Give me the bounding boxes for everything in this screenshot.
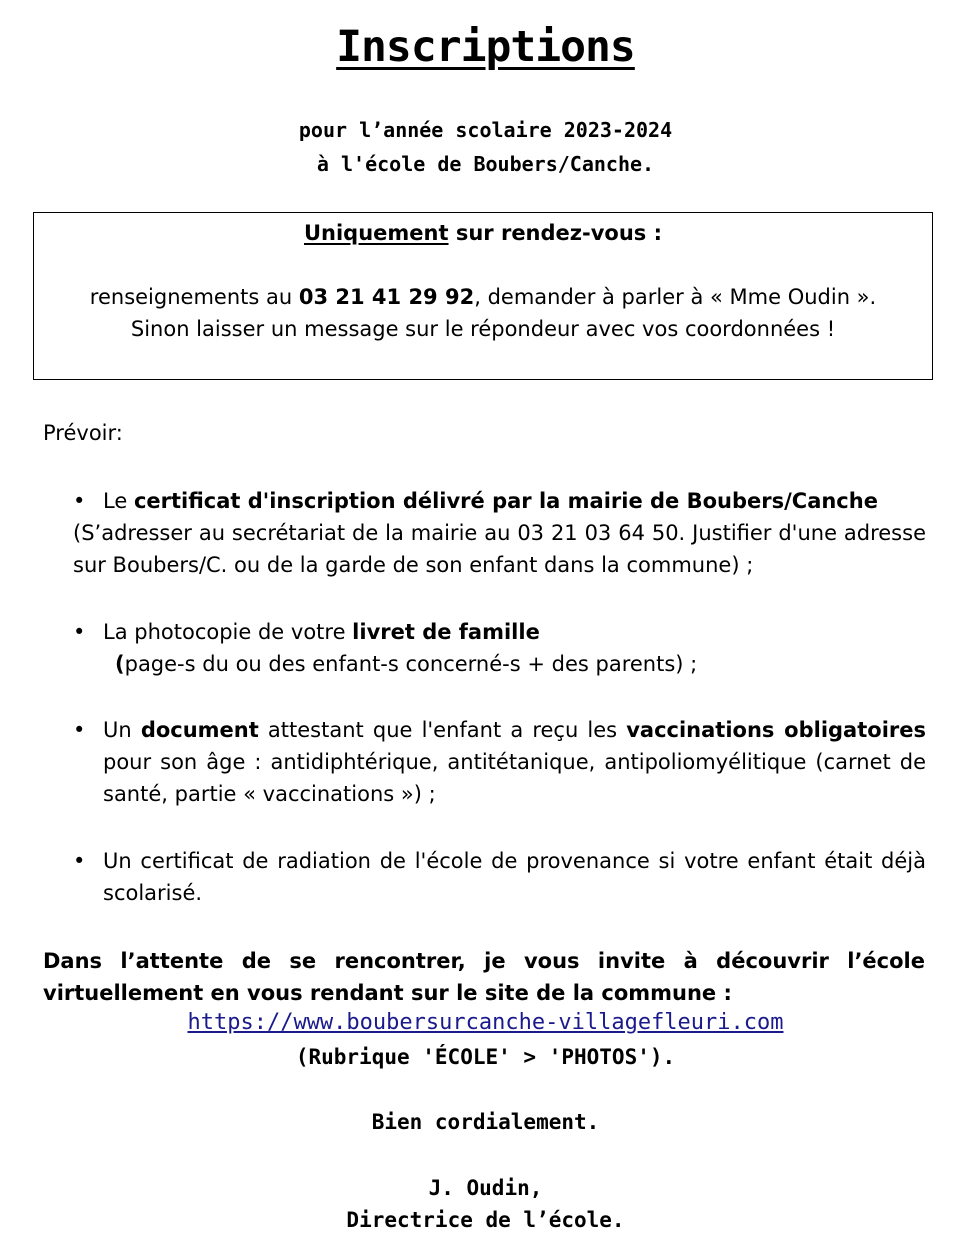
b3-bold2: vaccinations obligatoires	[626, 718, 926, 742]
bullet-dot: •	[73, 718, 86, 742]
bullet-certificat-first-line	[73, 485, 926, 517]
box-info-prefix: renseignements au	[89, 285, 299, 309]
rubrique-line: (Rubrique 'ÉCOLE' > 'PHOTOS').	[295, 1045, 676, 1069]
b3-rest: pour son âge : antidiphtérique, antitétanique, antipoliomyélitique (carnet de santé, partie « vaccinations ») ;	[103, 750, 926, 806]
box-heading	[34, 221, 932, 245]
b2-rest: page-s du ou des enfant-s concerné-s + des parents) ;	[124, 652, 698, 676]
bullet-dot: •	[73, 849, 86, 873]
appointment-box	[33, 212, 933, 380]
b1-rest: (S’adresser au secrétariat de la mairie au 03 21 03 64 50. Justifier d'une adresse sur Boubers/C. ou de la garde de son enfant dans la commune) ;	[73, 521, 926, 577]
bullet-livret-first-line	[73, 616, 926, 648]
bullet-radiation-text	[73, 845, 926, 909]
b1-bold: certificat d'inscription délivré par la mairie de Boubers/Canche	[133, 489, 878, 513]
b2-bold: livret de famille	[352, 620, 540, 644]
page-title	[0, 22, 971, 72]
box-info-suffix: , demander à parler à « Mme Oudin ».	[474, 285, 877, 309]
greeting: Bien cordialement.	[371, 1110, 600, 1134]
b3-mid: attestant que l'enfant a reçu les	[258, 718, 627, 742]
box-phone: 03 21 41 29 92	[298, 285, 475, 309]
b2-paren: (	[115, 652, 125, 676]
bullet-vaccinations	[73, 714, 926, 810]
bullet-dot: •	[73, 489, 86, 513]
bullet-radiation	[73, 845, 926, 909]
website-line	[0, 1010, 971, 1035]
b2-pre: La photocopie de votre	[103, 620, 353, 644]
title-text: Inscriptions	[336, 22, 635, 72]
bullet-livret	[73, 616, 926, 680]
b1-pre: Le	[103, 489, 134, 513]
prevoir-label: Prévoir:	[43, 421, 123, 445]
box-message: Sinon laisser un message sur le répondeur avec vos coordonnées !	[130, 317, 836, 341]
subtitle-line-2: à l'école de Boubers/Canche.	[316, 152, 655, 176]
b2-second-line	[73, 648, 926, 680]
closing-paragraph: Dans l’attente de se rencontrer, je vous invite à découvrir l’école virtuellement en vous rendant sur le site de la commune :	[43, 949, 925, 1005]
subtitle-line-1: pour l’année scolaire 2023-2024	[298, 118, 673, 142]
b3-bold1: document	[140, 718, 259, 742]
box-heading-underlined: Uniquement	[303, 221, 449, 245]
b4-text: Un certificat de radiation de l'école de provenance si votre enfant était déjà scolarisé.	[103, 849, 926, 905]
website-link[interactable]: https://www.boubersurcanche-villagefleuri.com	[187, 1010, 784, 1035]
signature-name: J. Oudin,	[428, 1176, 543, 1200]
b3-pre: Un	[103, 718, 141, 742]
bullet-certificat	[73, 485, 926, 581]
box-info-line	[34, 285, 932, 309]
bullet-vaccinations-text	[73, 714, 926, 810]
bullet-dot: •	[73, 620, 86, 644]
signature-role: Directrice de l’école.	[346, 1208, 625, 1232]
box-heading-rest: sur rendez-vous :	[448, 221, 662, 245]
